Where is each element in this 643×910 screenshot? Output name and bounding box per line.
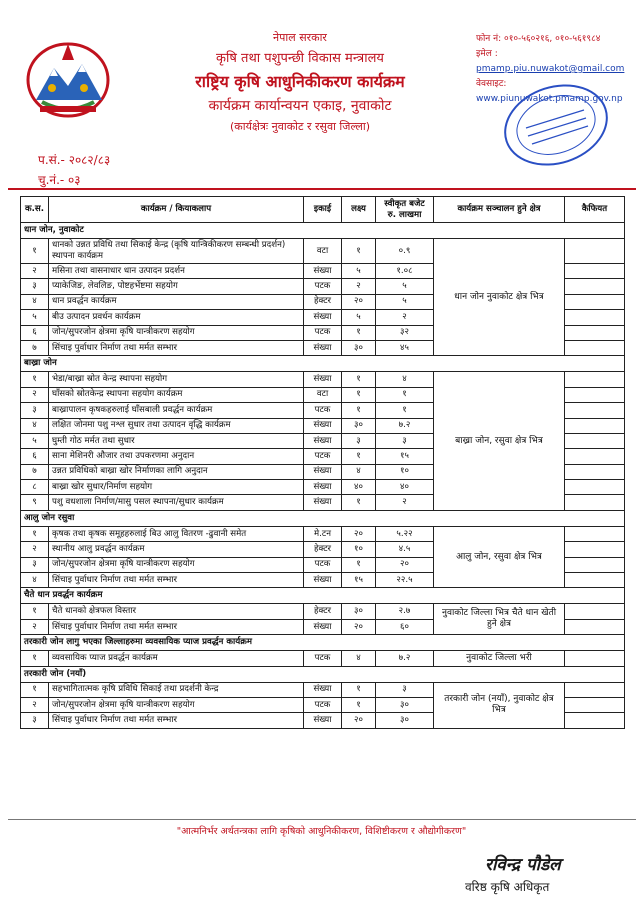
cell-sn: १ <box>21 372 49 387</box>
section-title: तरकारी जोन लागु भएका जिल्लाहरुमा व्यवसायिक प्याज प्रवर्द्धन कार्यक्रम <box>21 635 625 651</box>
cell-sn: ६ <box>21 449 49 464</box>
cell-implementation-area: नुवाकोट जिल्ला भित्र चैते धान खेती हुने क्षेत्र <box>434 604 565 635</box>
program-table <box>20 196 625 729</box>
cell-program: सिंचाइ पुर्वाधार निर्माण तथा मर्मत सम्भार <box>49 573 304 588</box>
cell-budget: १.०८ <box>376 264 434 279</box>
cell-budget: ३० <box>376 713 434 728</box>
slogan: "आत्मनिर्भर अर्थतन्त्रका लागि कृषिको आधुनिकीकरण, विशिष्टीकरण र औद्योगीकरण" <box>176 826 467 837</box>
table-header-row <box>21 197 625 223</box>
cell-program: जोन/सुपरजोन क्षेत्रमा कृषि यान्त्रीकरण सहयोग <box>49 325 304 340</box>
cell-target: २० <box>342 526 376 541</box>
cell-program: धानको उन्नत प्रविधि तथा सिकाई केन्द्र (कृषि यान्त्रिकीकरण सम्बन्धी प्रदर्शन) स्थापना कार्यक्रम <box>49 239 304 264</box>
cell-remarks <box>565 604 625 619</box>
cell-sn: ३ <box>21 713 49 728</box>
cell-remarks <box>565 542 625 557</box>
cell-unit: पटक <box>304 651 342 666</box>
cell-remarks <box>565 387 625 402</box>
cell-budget: ३ <box>376 682 434 697</box>
cell-unit: वटा <box>304 239 342 264</box>
cell-unit: पटक <box>304 449 342 464</box>
program-name: राष्ट्रिय कृषि आधुनिकीकरण कार्यक्रम <box>195 72 405 91</box>
cell-target: २० <box>342 294 376 309</box>
cell-target: १० <box>342 542 376 557</box>
section-row <box>21 588 625 604</box>
cell-target: १ <box>342 557 376 572</box>
cell-target: ४० <box>342 480 376 495</box>
col-header-unit: इकाई <box>304 197 342 223</box>
cell-budget: १५ <box>376 449 434 464</box>
cell-budget: २२.५ <box>376 573 434 588</box>
cell-remarks <box>565 264 625 279</box>
email-link[interactable]: pmamp.piu.nuwakot@gmail.com <box>476 64 625 74</box>
section-title: तरकारी जोन (नयाँ) <box>21 666 625 682</box>
footer-divider <box>8 819 636 820</box>
section-title: धान जोन, नुवाकोट <box>21 223 625 239</box>
cell-program: सिंचाइ पुर्वाधार निर्माण तथा मर्मत सम्भार <box>49 619 304 634</box>
cell-target: ३ <box>342 433 376 448</box>
cell-budget: ४ <box>376 372 434 387</box>
cell-budget: २.७ <box>376 604 434 619</box>
cell-target: १ <box>342 325 376 340</box>
cell-remarks <box>565 372 625 387</box>
office-title-block <box>130 30 470 134</box>
cell-remarks <box>565 325 625 340</box>
cell-target: १५ <box>342 573 376 588</box>
web-link[interactable]: www.piunuwakot.pmamp.gov.np <box>476 94 623 104</box>
header-divider <box>8 188 636 190</box>
cell-program: भेडा/बाख्रा स्रोत केन्द्र स्थापना सहयोग <box>49 372 304 387</box>
table-row <box>21 682 625 697</box>
fiscal-year: प.सं.- २०८२/८३ <box>38 153 111 167</box>
cell-budget: २ <box>376 310 434 325</box>
cell-unit: संख्या <box>304 713 342 728</box>
table-row <box>21 372 625 387</box>
cell-sn: १ <box>21 604 49 619</box>
table-row <box>21 651 625 666</box>
cell-unit: संख्या <box>304 464 342 479</box>
cell-unit: पटक <box>304 403 342 418</box>
cell-program: पशु वधशाला निर्माण/मासु पसल स्थापना/सुधार कार्यक्रम <box>49 495 304 510</box>
cell-sn: ३ <box>21 557 49 572</box>
cell-unit: संख्या <box>304 264 342 279</box>
cell-program: सहभागितात्मक कृषि प्रविधि सिकाई तथा प्रदर्शनी केन्द्र <box>49 682 304 697</box>
cell-implementation-area: तरकारी जोन (नयाँ), नुवाकोट क्षेत्र भित्र <box>434 682 565 728</box>
ministry-name: कृषि तथा पशुपन्छी विकास मन्त्रालय <box>216 51 384 66</box>
cell-program: जोन/सुपरजोन क्षेत्रमा कृषि यान्त्रीकरण सहयोग <box>49 697 304 712</box>
table-row <box>21 239 625 264</box>
cell-remarks <box>565 651 625 666</box>
cell-sn: २ <box>21 542 49 557</box>
col-header-program: कार्यक्रम / कियाकलाप <box>49 197 304 223</box>
cell-budget: १ <box>376 387 434 402</box>
email-label: इमेल : <box>476 49 498 59</box>
cell-budget: ७.२ <box>376 651 434 666</box>
cell-program: मसिना तथा वासनाधार धान उत्पादन प्रदर्शन <box>49 264 304 279</box>
cell-remarks <box>565 310 625 325</box>
cell-sn: ४ <box>21 418 49 433</box>
cell-budget: ७.२ <box>376 418 434 433</box>
col-header-budget: स्वीकृत बजेट रु. लाखमा <box>376 197 434 223</box>
cell-budget: ४५ <box>376 340 434 355</box>
cell-remarks <box>565 619 625 634</box>
section-title: बाख्रा जोन <box>21 356 625 372</box>
cell-remarks <box>565 573 625 588</box>
cell-program: बाख्रापालन कृषकहरुलाई घाँसबाली प्रवर्द्धन कार्यक्रम <box>49 403 304 418</box>
cell-program: सिंचाइ पुर्वाधार निर्माण तथा मर्मत सम्भार <box>49 340 304 355</box>
cell-target: १ <box>342 372 376 387</box>
cell-remarks <box>565 713 625 728</box>
cell-budget: ४० <box>376 480 434 495</box>
cell-unit: संख्या <box>304 372 342 387</box>
cell-budget: १० <box>376 464 434 479</box>
office-name: कार्यक्रम कार्यान्वयन एकाइ, नुवाकोट <box>208 98 392 114</box>
cell-sn: ९ <box>21 495 49 510</box>
cell-implementation-area: नुवाकोट जिल्ला भरी <box>434 651 565 666</box>
nepal-emblem-icon <box>22 30 114 122</box>
cell-remarks <box>565 526 625 541</box>
cell-sn: १ <box>21 526 49 541</box>
section-row <box>21 356 625 372</box>
cell-budget: ३ <box>376 433 434 448</box>
cell-sn: ८ <box>21 480 49 495</box>
cell-target: २० <box>342 619 376 634</box>
cell-unit: पटक <box>304 279 342 294</box>
section-row <box>21 510 625 526</box>
cell-sn: २ <box>21 264 49 279</box>
cell-target: ३० <box>342 340 376 355</box>
cell-budget: ३२ <box>376 325 434 340</box>
cell-sn: ७ <box>21 340 49 355</box>
cell-remarks <box>565 418 625 433</box>
col-header-area: कार्यक्रम सञ्चालन हुने क्षेत्र <box>434 197 565 223</box>
email-line <box>476 47 638 77</box>
section-row <box>21 635 625 651</box>
signer-name: रविन्द्र पौडेल <box>485 855 561 875</box>
signer-title: वरिष्ठ कृषि अधिकृत <box>465 880 550 894</box>
cell-unit: वटा <box>304 387 342 402</box>
letterhead <box>0 0 643 190</box>
cell-program: बाख्रा खोर सुधार/निर्माण सहयोग <box>49 480 304 495</box>
cell-target: ४ <box>342 651 376 666</box>
section-row <box>21 223 625 239</box>
cell-unit: पटक <box>304 697 342 712</box>
reference-block <box>38 150 110 190</box>
cell-target: ४ <box>342 464 376 479</box>
cell-sn: ५ <box>21 310 49 325</box>
cell-sn: १ <box>21 682 49 697</box>
cell-budget: ४.५ <box>376 542 434 557</box>
cell-remarks <box>565 433 625 448</box>
cell-unit: हेक्टर <box>304 294 342 309</box>
cell-unit: संख्या <box>304 340 342 355</box>
cell-sn: ३ <box>21 403 49 418</box>
cell-target: १ <box>342 403 376 418</box>
cell-sn: २ <box>21 387 49 402</box>
cell-program: कृषक तथा कृषक समूहहरुलाई बिउ आलु वितरण -ढुवानी समेत <box>49 526 304 541</box>
cell-program: घुम्ती गोठ मर्मत तथा सुधार <box>49 433 304 448</box>
cell-program: साना मेशिनरी औजार तथा उपकरणमा अनुदान <box>49 449 304 464</box>
cell-program: प्याकेजिङ, लेवलिङ, पोष्टहर्भेष्टमा सहयोग <box>49 279 304 294</box>
cell-unit: संख्या <box>304 480 342 495</box>
cell-sn: २ <box>21 697 49 712</box>
cell-sn: ३ <box>21 279 49 294</box>
cell-unit: मे.टन <box>304 526 342 541</box>
cell-sn: १ <box>21 651 49 666</box>
cell-unit: संख्या <box>304 495 342 510</box>
section-title: चैते धान प्रवर्द्धन कार्यक्रम <box>21 588 625 604</box>
cell-target: १ <box>342 387 376 402</box>
cell-budget: ०.९ <box>376 239 434 264</box>
table-row <box>21 526 625 541</box>
cell-sn: ४ <box>21 573 49 588</box>
cell-unit: संख्या <box>304 310 342 325</box>
cell-remarks <box>565 239 625 264</box>
cell-unit: संख्या <box>304 573 342 588</box>
cell-program: जोन/सुपरजोन क्षेत्रमा कृषि यान्त्रीकरण सहयोग <box>49 557 304 572</box>
cell-sn: २ <box>21 619 49 634</box>
cell-program: व्यवसायिक प्याज प्रवर्द्धन कार्यक्रम <box>49 651 304 666</box>
work-area: (कार्यक्षेत्रः नुवाकोट र रसुवा जिल्ला) <box>229 120 370 133</box>
section-row <box>21 666 625 682</box>
cell-target: १ <box>342 449 376 464</box>
cell-unit: पटक <box>304 325 342 340</box>
cell-remarks <box>565 495 625 510</box>
section-title: आलु जोन रसुवा <box>21 510 625 526</box>
government-name: नेपाल सरकार <box>273 31 327 44</box>
cell-remarks <box>565 340 625 355</box>
col-header-target: लक्ष्य <box>342 197 376 223</box>
cell-unit: संख्या <box>304 682 342 697</box>
cell-budget: ५ <box>376 279 434 294</box>
cell-unit: हेक्टर <box>304 604 342 619</box>
cell-unit: संख्या <box>304 418 342 433</box>
phone-line: फोन नं: ०१०-५६०२१६, ०१०-५६१९८४ <box>476 34 601 44</box>
cell-sn: ७ <box>21 464 49 479</box>
cell-target: १ <box>342 495 376 510</box>
cell-target: १ <box>342 697 376 712</box>
cell-unit: संख्या <box>304 619 342 634</box>
cell-implementation-area: बाख्रा जोन, रसुवा क्षेत्र भित्र <box>434 372 565 511</box>
cell-remarks <box>565 464 625 479</box>
cell-program: सिंचाइ पुर्वाधार निर्माण तथा मर्मत सम्भार <box>49 713 304 728</box>
cell-target: २० <box>342 713 376 728</box>
cell-sn: १ <box>21 239 49 264</box>
cell-unit: संख्या <box>304 433 342 448</box>
cell-budget: ५ <box>376 294 434 309</box>
cell-target: २ <box>342 279 376 294</box>
cell-target: १ <box>342 239 376 264</box>
col-header-sn: क.स. <box>21 197 49 223</box>
cell-budget: ५.२२ <box>376 526 434 541</box>
cell-unit: पटक <box>304 557 342 572</box>
cell-unit: हेक्टर <box>304 542 342 557</box>
cell-sn: ६ <box>21 325 49 340</box>
col-header-remarks: कैफियत <box>565 197 625 223</box>
cell-budget: २ <box>376 495 434 510</box>
cell-target: ५ <box>342 310 376 325</box>
cell-remarks <box>565 294 625 309</box>
cell-budget: ६० <box>376 619 434 634</box>
web-label: वेवसाइट: <box>476 79 507 89</box>
cell-program: बीउ उत्पादन प्रवर्धन कार्यक्रम <box>49 310 304 325</box>
cell-remarks <box>565 480 625 495</box>
cell-target: ३० <box>342 604 376 619</box>
cell-remarks <box>565 403 625 418</box>
cell-target: ५ <box>342 264 376 279</box>
office-stamp-icon <box>496 80 616 170</box>
cell-remarks <box>565 279 625 294</box>
cell-budget: २० <box>376 557 434 572</box>
cell-implementation-area: धान जोन नुवाकोट क्षेत्र भित्र <box>434 239 565 356</box>
cell-sn: ५ <box>21 433 49 448</box>
cell-budget: ३० <box>376 697 434 712</box>
cell-remarks <box>565 697 625 712</box>
cell-remarks <box>565 557 625 572</box>
cell-budget: १ <box>376 403 434 418</box>
dispatch-number: चु.नं.- ०३ <box>38 173 81 187</box>
cell-remarks <box>565 682 625 697</box>
cell-program: चैते धानको क्षेत्रफल विस्तार <box>49 604 304 619</box>
cell-target: ३० <box>342 418 376 433</box>
cell-sn: ४ <box>21 294 49 309</box>
cell-program: घाँसको स्रोतकेन्द्र स्थापना सहयोग कार्यक्रम <box>49 387 304 402</box>
cell-program: उन्नत प्रविधिको बाख्रा खोर निर्माणका लागि अनुदान <box>49 464 304 479</box>
cell-implementation-area: आलु जोन, रसुवा क्षेत्र भित्र <box>434 526 565 588</box>
signature-block <box>455 838 615 908</box>
cell-remarks <box>565 449 625 464</box>
cell-program: धान प्रवर्द्धन कार्यक्रम <box>49 294 304 309</box>
cell-program: लक्षित जोनमा पशु नश्ल सुधार तथा उत्पादन वृद्धि कार्यक्रम <box>49 418 304 433</box>
cell-program: स्थानीय आलु प्रवर्द्धन कार्यक्रम <box>49 542 304 557</box>
cell-target: १ <box>342 682 376 697</box>
table-row <box>21 604 625 619</box>
